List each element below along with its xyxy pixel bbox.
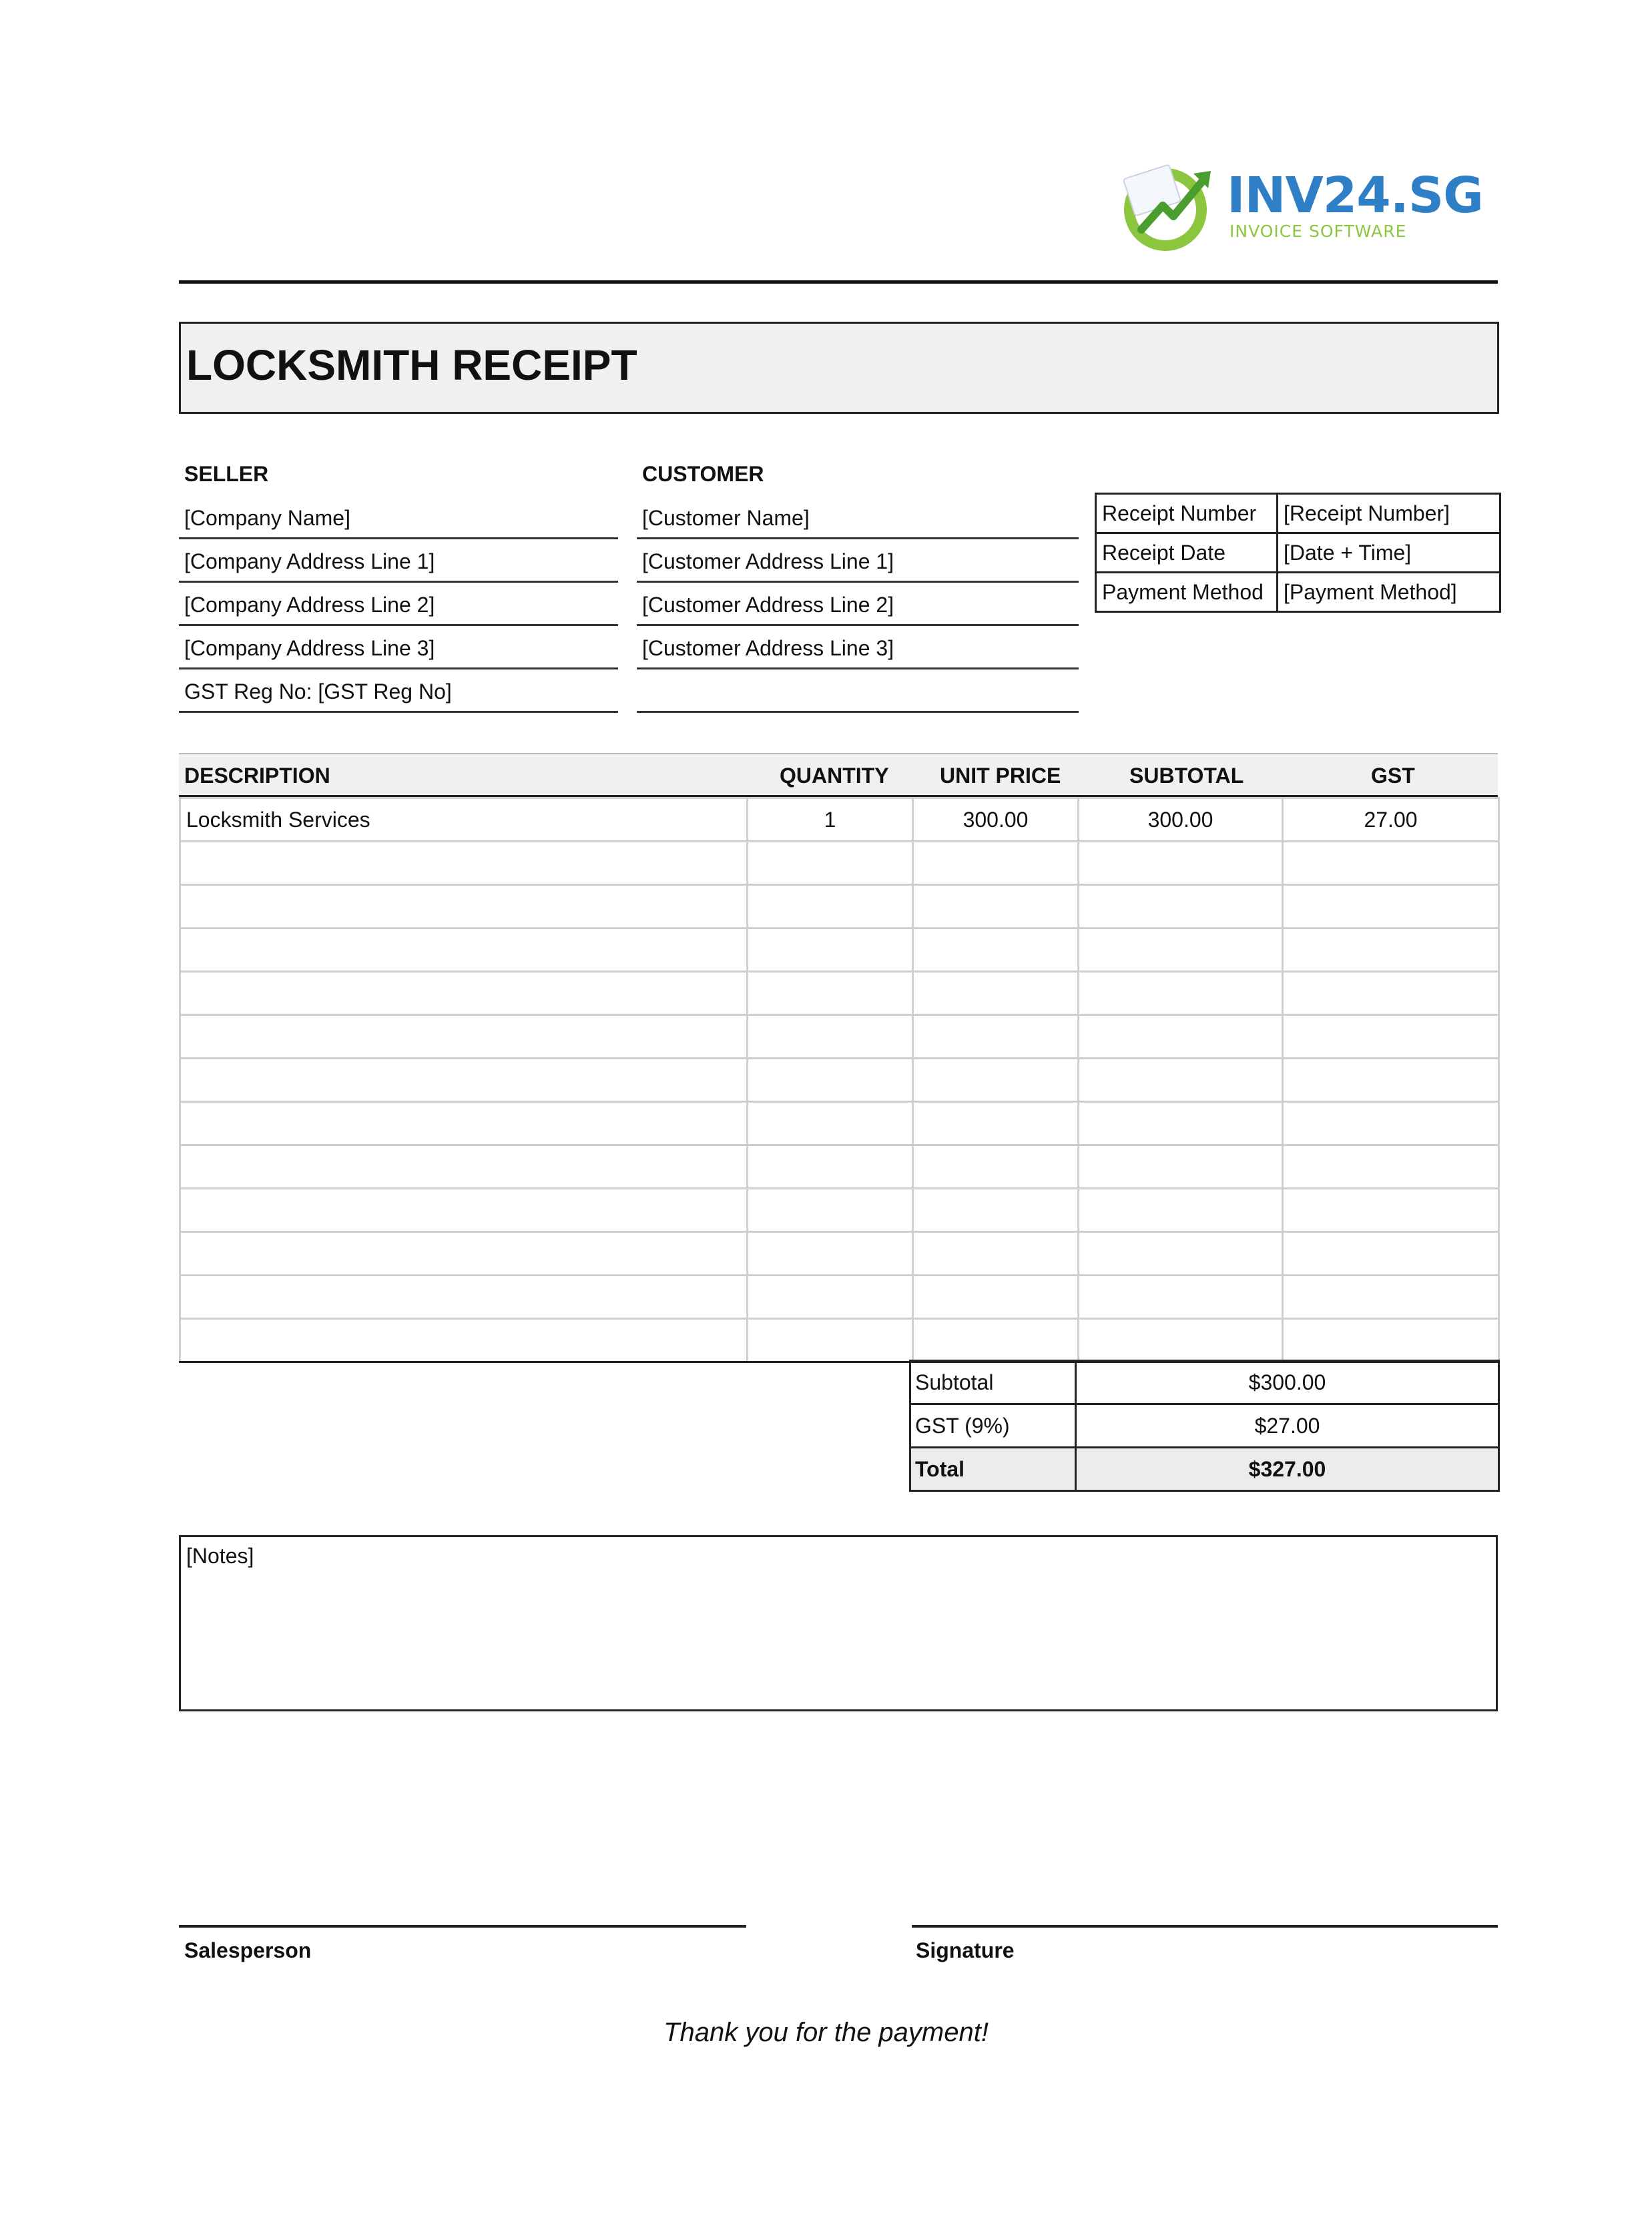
header-description: DESCRIPTION (184, 764, 330, 788)
seller-line: [Company Address Line 1] (179, 541, 618, 583)
title-banner (179, 322, 1499, 414)
meta-label: Receipt Date (1096, 533, 1278, 573)
total-value: $327.00 (1076, 1448, 1499, 1491)
meta-row (1096, 494, 1500, 533)
notes-text: [Notes] (186, 1544, 254, 1568)
item-description: Locksmith Services (180, 798, 748, 842)
customer-line (637, 671, 1079, 713)
table-row (180, 1102, 1499, 1145)
items-header (179, 753, 1498, 797)
signature-line (912, 1925, 1498, 1928)
gst-label: GST (9%) (910, 1404, 1076, 1448)
header-unit-price: UNIT PRICE (940, 764, 1061, 788)
customer-line: [Customer Name] (637, 498, 1079, 539)
meta-label: Receipt Number (1096, 494, 1278, 533)
totals-row (910, 1448, 1499, 1491)
table-row (180, 1189, 1499, 1232)
item-unit-price: 300.00 (913, 798, 1079, 842)
logo-chart-icon (1116, 156, 1223, 256)
seller-line: [Company Address Line 2] (179, 585, 618, 626)
table-row (180, 1145, 1499, 1189)
customer-line: [Customer Address Line 2] (637, 585, 1079, 626)
table-row (180, 1232, 1499, 1276)
totals-row (910, 1404, 1499, 1448)
seller-line: [Company Name] (179, 498, 618, 539)
customer-line: [Customer Address Line 3] (637, 628, 1079, 669)
item-gst: 27.00 (1283, 798, 1499, 842)
signature-label: Signature (916, 1938, 1015, 1962)
customer-line: [Customer Address Line 1] (637, 541, 1079, 583)
totals-table (909, 1360, 1500, 1492)
header-quantity: QUANTITY (780, 764, 889, 788)
company-logo (1116, 156, 1483, 256)
table-row (180, 1015, 1499, 1059)
header-subtotal: SUBTOTAL (1129, 764, 1244, 788)
logo-brand-text: INV24.SG (1227, 167, 1483, 224)
subtotal-value: $300.00 (1076, 1361, 1499, 1404)
document-title: LOCKSMITH RECEIPT (186, 341, 637, 389)
table-row (180, 1319, 1499, 1362)
seller-heading: SELLER (184, 462, 269, 486)
subtotal-label: Subtotal (910, 1361, 1076, 1404)
notes-box[interactable] (179, 1535, 1498, 1711)
header-gst: GST (1371, 764, 1415, 788)
meta-value: [Date + Time] (1278, 533, 1500, 573)
totals-row (910, 1361, 1499, 1404)
items-table (179, 797, 1500, 1363)
receipt-meta-table (1095, 493, 1501, 613)
total-label: Total (910, 1448, 1076, 1491)
salesperson-label: Salesperson (184, 1938, 312, 1962)
item-subtotal: 300.00 (1079, 798, 1283, 842)
table-row (180, 928, 1499, 972)
salesperson-signature-line (179, 1925, 746, 1928)
customer-heading: CUSTOMER (642, 462, 764, 486)
table-row (180, 885, 1499, 928)
seller-line: [Company Address Line 3] (179, 628, 618, 669)
gst-value: $27.00 (1076, 1404, 1499, 1448)
table-row (180, 798, 1499, 842)
table-row (180, 1059, 1499, 1102)
table-row (180, 972, 1499, 1015)
header-divider (179, 280, 1498, 284)
meta-value: [Receipt Number] (1278, 494, 1500, 533)
meta-label: Payment Method (1096, 573, 1278, 612)
table-row (180, 842, 1499, 885)
meta-value: [Payment Method] (1278, 573, 1500, 612)
meta-row (1096, 533, 1500, 573)
item-quantity: 1 (748, 798, 913, 842)
table-row (180, 1276, 1499, 1319)
logo-tagline: INVOICE SOFTWARE (1229, 222, 1407, 241)
thank-you-message: Thank you for the payment! (663, 2018, 989, 2047)
meta-row (1096, 573, 1500, 612)
seller-gst-line: GST Reg No: [GST Reg No] (179, 671, 618, 713)
